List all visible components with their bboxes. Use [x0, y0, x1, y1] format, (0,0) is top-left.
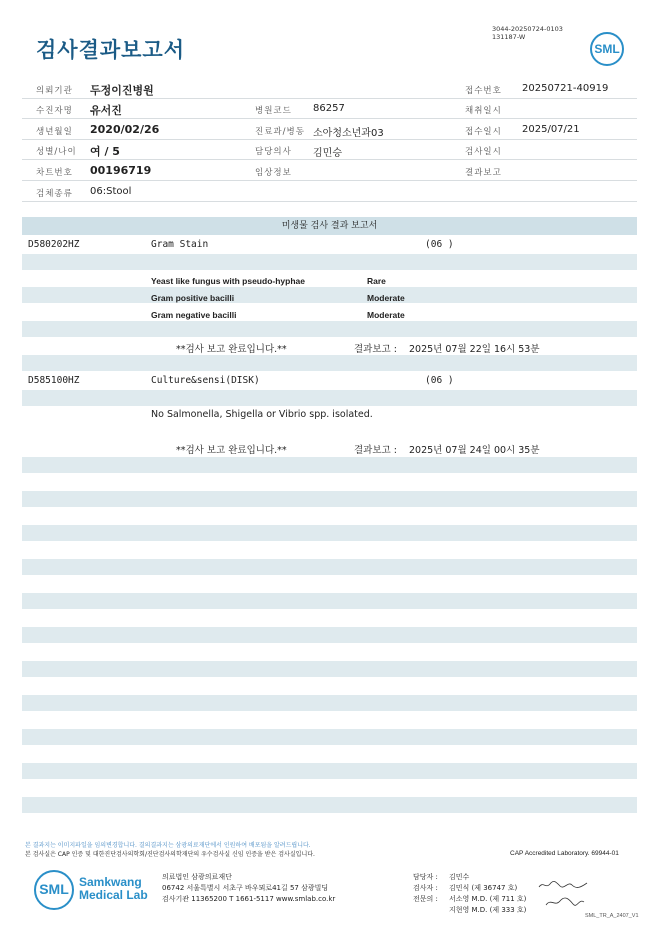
- info-label: 접수번호: [465, 86, 502, 96]
- staff-name: 김민식 (제 36747 호): [449, 884, 518, 892]
- test-code: D585100HZ: [28, 375, 80, 386]
- info-row: [22, 161, 637, 181]
- staff-list: [413, 872, 526, 916]
- result-band: [22, 287, 637, 303]
- report-label: 결과보고 :: [354, 344, 397, 355]
- test-code: D580202HZ: [28, 239, 80, 250]
- result-band: [22, 525, 637, 541]
- info-row: [22, 140, 637, 160]
- result-band: [22, 390, 637, 406]
- finding-grade: Moderate: [367, 310, 405, 320]
- finding-organism: Yeast like fungus with pseudo-hyphae: [151, 276, 305, 286]
- info-label: 병원코드: [255, 106, 292, 116]
- result-band: [22, 661, 637, 677]
- sml-logo-icon: SML: [590, 32, 624, 66]
- result-band: [22, 593, 637, 609]
- info-value: 소아청소년과03: [313, 128, 384, 139]
- address-line: 의료법인 삼광의료재단: [162, 873, 232, 881]
- finding-organism: Gram positive bacilli: [151, 293, 235, 303]
- sml-logo-icon: [34, 870, 74, 910]
- info-label: 수진자명: [36, 106, 73, 116]
- result-band: [22, 355, 637, 371]
- info-label: 생년월일: [36, 127, 73, 137]
- cap-accreditation: CAP Accredited Laboratory. 69944-01: [510, 850, 619, 857]
- test-specimen: (06 ): [425, 239, 454, 250]
- document-code: [492, 25, 563, 41]
- info-row: [22, 120, 637, 140]
- result-band: [22, 559, 637, 575]
- info-label: 진료과/병동: [255, 127, 305, 137]
- address-line: 검사기관 11365200 T 1661-5117 www.smlab.co.kr: [162, 895, 336, 903]
- staff-name: 지현영 M.D. (제 333 호): [449, 906, 527, 914]
- test-name: Gram Stain: [151, 239, 209, 250]
- result-band: [22, 491, 637, 507]
- logo-text: SML: [39, 881, 69, 897]
- result-band: [22, 254, 637, 270]
- info-value: 00196719: [90, 164, 152, 177]
- report-complete-text: **검사 보고 완료입니다.**: [176, 445, 287, 456]
- info-value: 86257: [313, 103, 345, 114]
- culture-note: No Salmonella, Shigella or Vibrio spp. isolated.: [151, 409, 373, 420]
- test-name: Culture&sensi(DISK): [151, 375, 260, 386]
- staff-name: 서소영 M.D. (제 711 호): [449, 895, 527, 903]
- staff-role: 전문의 :: [413, 895, 438, 903]
- page-title: 검사결과보고서: [36, 38, 186, 62]
- info-value: 김민승: [313, 148, 342, 159]
- report-complete-text: **검사 보고 완료입니다.**: [176, 344, 287, 355]
- result-band: [22, 457, 637, 473]
- report-label: 결과보고 :: [354, 445, 397, 456]
- info-value: 20250721-40919: [522, 83, 609, 94]
- info-label: 의뢰기관: [36, 86, 73, 96]
- staff-row: [413, 883, 526, 894]
- signature-icon: [538, 880, 588, 890]
- info-label: 임상정보: [255, 168, 292, 178]
- document-code-line: 131187-W: [492, 33, 526, 41]
- document-code-line: 3044-20250724-0103: [492, 25, 563, 33]
- info-label: 결과보고: [465, 168, 502, 178]
- report-time: 2025년 07월 22일 16시 53분: [409, 344, 540, 355]
- footer-notice: 본 검사실은 CAP 인증 및 대한진단검사의학회/진단검사의학재단의 우수검사실 신임 인증을 받은 검사실입니다.: [25, 851, 315, 858]
- info-label: 검체종류: [36, 189, 73, 199]
- info-label: 담당의사: [255, 147, 292, 157]
- result-band: [22, 321, 637, 337]
- form-number: SML_TR_A_2407_V1: [585, 913, 639, 919]
- info-label: 접수일시: [465, 127, 502, 137]
- info-label: 채취일시: [465, 106, 502, 116]
- staff-row: [413, 905, 526, 916]
- staff-name: 김민수: [449, 873, 470, 881]
- company-address: [162, 872, 335, 905]
- signature-icon: [545, 896, 585, 908]
- company-name-line: Samkwang: [79, 875, 142, 889]
- company-name: [79, 876, 148, 902]
- report-time: 2025년 07월 24일 00시 35분: [409, 445, 540, 456]
- result-band: [22, 729, 637, 745]
- test-specimen: (06 ): [425, 375, 454, 386]
- section-title: 미생물 검사 결과 보고서: [22, 217, 637, 235]
- info-row: [22, 79, 637, 99]
- staff-row: [413, 894, 526, 905]
- info-label: 성별/나이: [36, 147, 77, 157]
- result-band: [22, 797, 637, 813]
- info-row: [22, 99, 637, 119]
- finding-grade: Rare: [367, 276, 386, 286]
- info-row: [22, 182, 637, 202]
- company-name-line: Medical Lab: [79, 888, 148, 902]
- finding-grade: Moderate: [367, 293, 405, 303]
- finding-organism: Gram negative bacilli: [151, 310, 237, 320]
- staff-role: 담당자 :: [413, 873, 438, 881]
- info-value: 2025/07/21: [522, 124, 580, 135]
- result-band: [22, 763, 637, 779]
- staff-role: 검사자 :: [413, 884, 438, 892]
- result-band: [22, 695, 637, 711]
- info-value: 유서진: [90, 104, 122, 117]
- staff-row: [413, 872, 526, 883]
- info-value: 두정이진병원: [90, 84, 154, 97]
- info-value: 여 / 5: [90, 145, 120, 158]
- info-label: 검사일시: [465, 147, 502, 157]
- info-label: 차트번호: [36, 168, 73, 178]
- footer-notice-blue: 본 결과지는 이미지파일을 임의변경합니다. 결의결과지는 삼광의료재단에서 인원하여 배포됨을 알려드립니다.: [25, 842, 311, 849]
- result-band: [22, 627, 637, 643]
- info-value: 06:Stool: [90, 186, 132, 197]
- address-line: 06742 서울특별시 서초구 바우뫼로41길 57 삼광빌딩: [162, 884, 329, 892]
- info-value: 2020/02/26: [90, 123, 160, 136]
